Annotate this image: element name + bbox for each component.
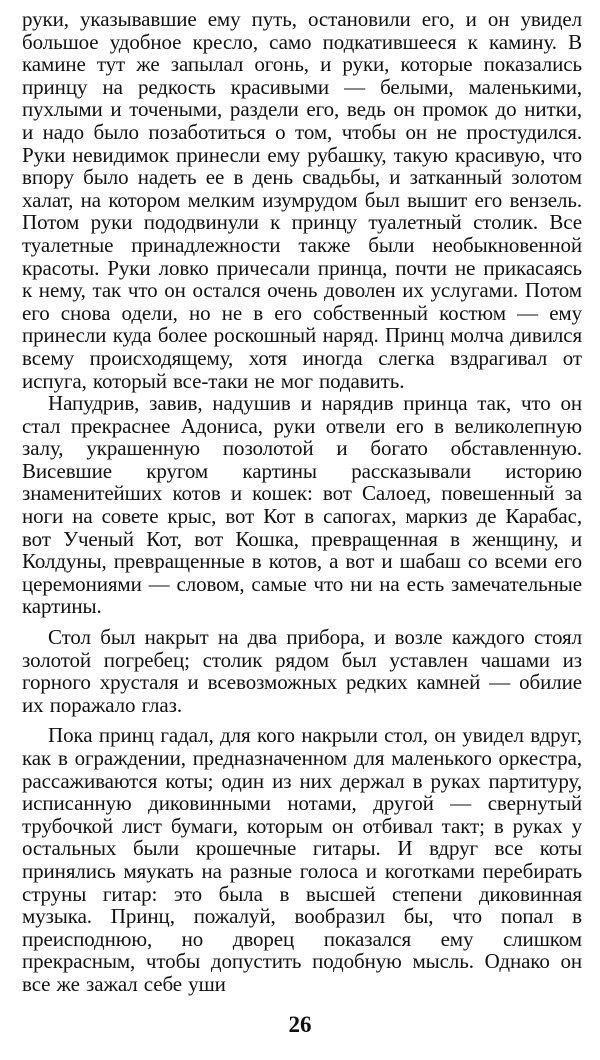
- paragraph: Пока принц гадал, для кого накрыли стол, он увидел вдруг, как в ограждении, предназначенном для маленького оркестра, рассаживаются коты; один из них держал в руках партитуру, исписанную диковинными нотами, другой — свернутый трубочкой лист бумаги, которым он отбивал такт; в руках у остальных были крошечные гитары. И вдруг все коты принялись мяукать на разные голоса и коготками перебирать струны гитар: это была в высшей степени диковинная музыка. Принц, пожалуй, вообразил бы, что попал в преисподнюю, но дворец показался ему слишком прекрасным, чтобы допустить подобную мысль. Однако он все же зажал себе уши: [22, 723, 582, 996]
- paragraph: Напудрив, завив, надушив и нарядив принца так, что он стал прекраснее Адониса, руки отвели его в великолепную залу, украшенную позолотой и богато обставленную. Висевшие кругом картины рассказывали историю знаменитейших котов и кошек: вот Салоед, повешенный за ноги на совете крыс, вот Кот в сапогах, маркиз де Карабас, вот Ученый Кот, вот Кошка, превращенная в женщину, и Колдуны, превращенные в котов, а вот и шабаш со всеми его церемониями — словом, самые что ни на есть замечательные картины.: [22, 391, 582, 619]
- page-body: [22, 8, 582, 996]
- paragraph: Стол был накрыт на два прибора, и возле каждого стоял золотой погребец; столик рядом был уставлен чашами из горного хрусталя и всевозможных редких камней — обилие их поражало глаз.: [22, 625, 582, 717]
- page-number: 26: [288, 1012, 312, 1037]
- paragraph: руки, указывавшие ему путь, остановили его, и он увидел большое удобное кресло, само подкатившееся к камину. В камине тут же запылал огонь, и руки, которые показались принцу на редкость красивыми — белыми, маленькими, пухлыми и точеными, раздели его, ведь он промок до нитки, и надо было позаботиться о том, чтобы он не простудился. Руки невидимок принесли ему рубашку, такую красивую, что впору было надеть ее в день свадьбы, и затканный золотом халат, на котором мелким изумрудом был вышит его вензель. Потом руки пододвинули к принцу туалетный столик. Все туалетные принадлежности также были необыкновенной красоты. Руки ловко причесали принца, почти не прикасаясь к нему, так что он остался очень доволен их услугами. Потом его снова одели, но не в его собственный костюм — ему принесли куда более роскошный наряд. Принц молча дивился всему происходящему, хотя иногда слегка вздрагивал от испуга, который все-таки не мог подавить.: [22, 7, 582, 393]
